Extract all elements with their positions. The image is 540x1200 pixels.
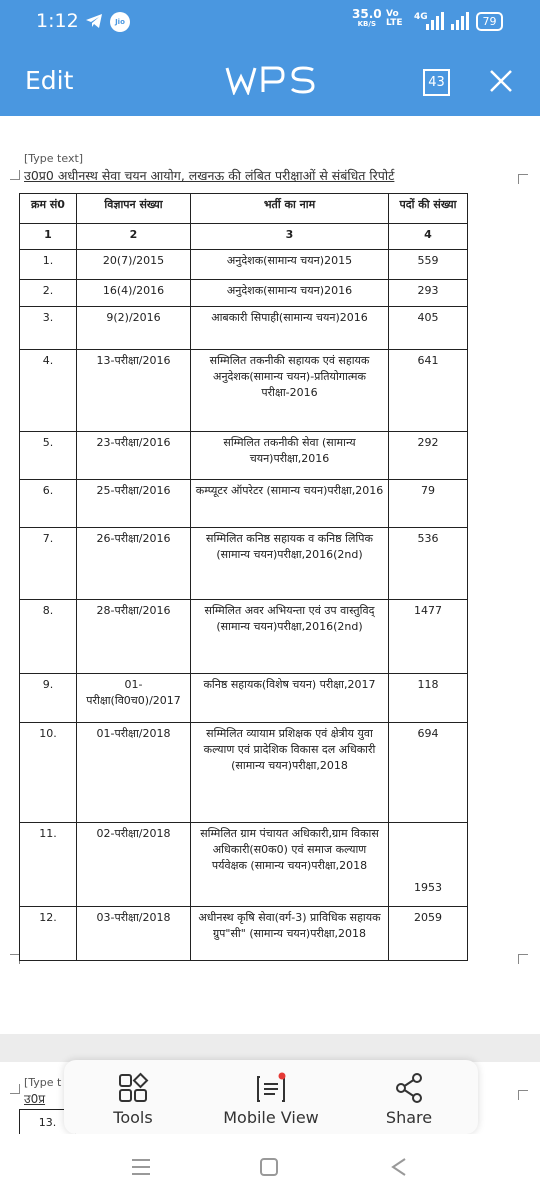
report-title: उ0प्र: [24, 1092, 46, 1106]
system-nav-bar: [0, 1134, 540, 1200]
edit-button[interactable]: Edit: [25, 66, 74, 95]
recruitment-name-cell: अनुदेशक(सामान्य चयन)2016: [191, 280, 389, 307]
document-page: [0, 116, 540, 1034]
serial-cell: 8.: [20, 600, 77, 674]
status-bar: [0, 0, 540, 46]
header-placeholder: [Type t: [24, 1076, 62, 1089]
serial-cell: 3.: [20, 307, 77, 350]
page-corner-mark: [10, 170, 20, 180]
advertisement-cell: 28-परीक्षा/2016: [77, 600, 191, 674]
tools-icon: [117, 1072, 149, 1104]
recruitment-name-cell: सम्मिलित अवर अभियन्ता एवं उप वास्तुविद् (सामान्य चयन)परीक्षा,2016(2nd): [191, 600, 389, 674]
recruitment-name-cell: सम्मिलित ग्राम पंचायत अधिकारी,ग्राम विकास अधिकारी(स0क0) एवं समाज कल्याण पर्यवेक्षक (सामान्य चयन)परीक्षा,2018: [191, 823, 389, 907]
column-number-row: [20, 224, 468, 250]
posts-cell: 1477: [389, 600, 468, 674]
serial-cell: 6.: [20, 480, 77, 528]
share-icon: [393, 1072, 425, 1104]
jio-icon: Jio: [110, 12, 130, 32]
column-header: भर्ती का नाम: [191, 194, 389, 224]
posts-cell: 2059: [389, 907, 468, 961]
recent-apps-icon[interactable]: [130, 1158, 152, 1176]
app-bar: [0, 46, 540, 116]
recruitment-name-cell: अधीनस्थ कृषि सेवा(वर्ग-3) प्राविधिक सहायक ग्रुप"सी" (सामान्य चयन)परीक्षा,2018: [191, 907, 389, 961]
advertisement-cell: 9(2)/2016: [77, 307, 191, 350]
serial-cell: 7.: [20, 528, 77, 600]
serial-cell: 2.: [20, 280, 77, 307]
page-corner-mark: [518, 954, 528, 964]
signal-icon-2: [451, 12, 471, 30]
table-row: [20, 250, 468, 280]
table-row: [20, 432, 468, 480]
close-icon[interactable]: [489, 69, 513, 93]
column-header: पदों की संख्या: [389, 194, 468, 224]
posts-cell: 641: [389, 350, 468, 432]
mobile-view-icon: [255, 1072, 287, 1104]
advertisement-cell: 02-परीक्षा/2018: [77, 823, 191, 907]
posts-cell: 292: [389, 432, 468, 480]
serial-cell: 1.: [20, 250, 77, 280]
clock: 1:12: [36, 10, 79, 32]
posts-cell: 1953: [389, 823, 468, 907]
advertisement-cell: 25-परीक्षा/2016: [77, 480, 191, 528]
posts-cell: 536: [389, 528, 468, 600]
wps-logo: [225, 65, 317, 95]
posts-cell: 118: [389, 674, 468, 723]
column-header: क्रम सं0: [20, 194, 77, 224]
recruitment-name-cell: सम्मिलित कनिष्ठ सहायक व कनिष्ठ लिपिक (सामान्य चयन)परीक्षा,2016(2nd): [191, 528, 389, 600]
table-row: [20, 674, 468, 723]
table-row: [20, 480, 468, 528]
column-header: विज्ञापन संख्या: [77, 194, 191, 224]
speed-value: 35.0: [352, 7, 382, 21]
header-placeholder: [Type text]: [24, 152, 84, 165]
column-number: 3: [191, 224, 389, 250]
telegram-icon: [85, 13, 103, 29]
advertisement-cell: 20(7)/2015: [77, 250, 191, 280]
tools-label: Tools: [113, 1108, 153, 1127]
serial-cell: 9.: [20, 674, 77, 723]
serial-cell: 10.: [20, 723, 77, 823]
serial-cell: 13.: [19, 1109, 76, 1134]
page-corner-mark: [518, 1090, 528, 1100]
recruitment-name-cell: अनुदेशक(सामान्य चयन)2015: [191, 250, 389, 280]
recruitment-name-cell: आबकारी सिपाही(सामान्य चयन)2016: [191, 307, 389, 350]
battery-icon: 79: [476, 12, 503, 31]
recruitment-name-cell: कम्प्यूटर ऑपरेटर (सामान्य चयन)परीक्षा,2016: [191, 480, 389, 528]
page-count-button[interactable]: 43: [423, 69, 450, 96]
column-number: 4: [389, 224, 468, 250]
advertisement-cell: 01-परीक्षा/2018: [77, 723, 191, 823]
report-title: उ0प्र0 अधीनस्थ सेवा चयन आयोग, लखनऊ की लंबित परीक्षाओं से संबंधित रिपोर्ट: [24, 168, 395, 183]
table-row: [20, 723, 468, 823]
table-row: [20, 307, 468, 350]
recruitment-name-cell: सम्मिलित व्यायाम प्रशिक्षक एवं क्षेत्रीय युवा कल्याण एवं प्रादेशिक विकास दल अधिकारी (सामान्य चयन)परीक्षा,2018: [191, 723, 389, 823]
recruitment-name-cell: सम्मिलित तकनीकी सेवा (सामान्य चयन)परीक्षा,2016: [191, 432, 389, 480]
table-row: [20, 823, 468, 907]
back-icon[interactable]: [390, 1157, 408, 1177]
share-button[interactable]: [340, 1060, 478, 1134]
advertisement-cell: 16(4)/2016: [77, 280, 191, 307]
advertisement-cell: 01-परीक्षा(वि0च0)/2017: [77, 674, 191, 723]
mobile-view-button[interactable]: [202, 1060, 340, 1134]
serial-cell: 4.: [20, 350, 77, 432]
posts-cell: 694: [389, 723, 468, 823]
advertisement-cell: 23-परीक्षा/2016: [77, 432, 191, 480]
advertisement-cell: 03-परीक्षा/2018: [77, 907, 191, 961]
advertisement-cell: 26-परीक्षा/2016: [77, 528, 191, 600]
table-row: [20, 528, 468, 600]
table-row: [20, 350, 468, 432]
table-header-row: [20, 194, 468, 224]
speed-unit: KB/S: [357, 20, 376, 28]
advertisement-cell: 13-परीक्षा/2016: [77, 350, 191, 432]
posts-cell: 405: [389, 307, 468, 350]
signal-icon: [426, 12, 446, 30]
page-corner-mark: [518, 174, 528, 184]
table-row: [20, 280, 468, 307]
column-number: 1: [20, 224, 77, 250]
network-type: 4G: [414, 12, 428, 22]
recruitment-name-cell: कनिष्ठ सहायक(विशेष चयन) परीक्षा,2017: [191, 674, 389, 723]
posts-cell: 79: [389, 480, 468, 528]
table-row: [20, 600, 468, 674]
share-label: Share: [385, 1108, 433, 1127]
serial-cell: 12.: [20, 907, 77, 961]
recruitment-name-cell: सम्मिलित तकनीकी सहायक एवं सहायक अनुदेशक(सामान्य चयन)-प्रतियोगात्मक परीक्षा-2016: [191, 350, 389, 432]
home-icon[interactable]: [259, 1157, 279, 1177]
volte-icon: Vo LTE: [386, 9, 403, 28]
tools-button[interactable]: [64, 1060, 202, 1134]
bottom-toolbar: [64, 1060, 478, 1134]
report-table: [19, 193, 468, 961]
page-corner-mark: [10, 1084, 20, 1094]
posts-cell: 559: [389, 250, 468, 280]
serial-cell: 5.: [20, 432, 77, 480]
posts-cell: 293: [389, 280, 468, 307]
mobile-view-label: Mobile View: [223, 1108, 319, 1127]
table-row: [20, 907, 468, 961]
column-number: 2: [77, 224, 191, 250]
network-speed: [352, 9, 382, 29]
serial-cell: 11.: [20, 823, 77, 907]
